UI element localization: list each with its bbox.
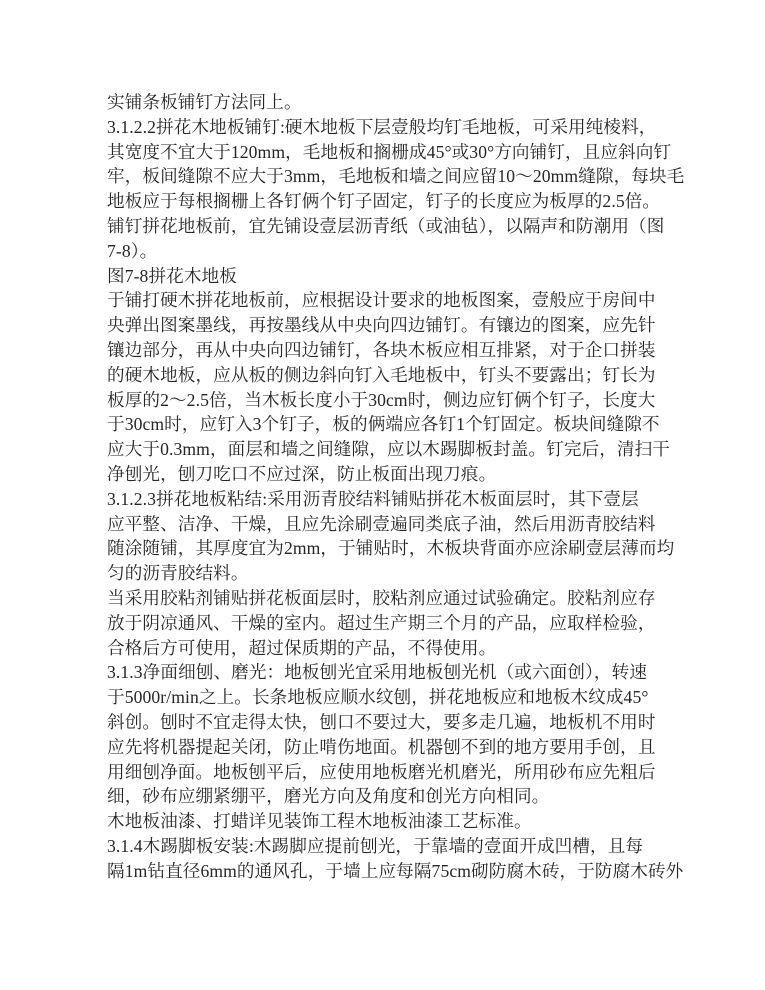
text-line: 斜创。刨时不宜走得太快，刨口不要过大，要多走几遍，地板机不用时: [107, 711, 656, 732]
text-line: 的硬木地板，应从板的侧边斜向钉入毛地板中，钉头不要露出；钉长为: [107, 364, 656, 385]
text-line: 合格后方可使用，超过保质期的产品，不得使用。: [107, 637, 497, 658]
text-line: 细，砂布应绷紧绷平，磨光方向及角度和创光方向相同。: [107, 786, 550, 807]
text-line: 图7-8拼花木地板: [107, 265, 237, 286]
text-line: 放于阴凉通风、干燥的室内。超过生产期三个月的产品，应取样检验，: [107, 612, 656, 633]
text-line: 板厚的2～2.5倍，当木板长度小于30cm时，侧边应钉俩个钉子，长度大: [107, 389, 656, 410]
document-text-block: [107, 90, 685, 884]
text-line: 当采用胶粘剂铺贴拼花板面层时，胶粘剂应通过试验确定。胶粘剂应存: [107, 587, 656, 608]
text-line: 地板应于每根搁栅上各钉俩个钉子固定，钉子的长度应为板厚的2.5倍。: [107, 191, 661, 212]
text-line: 牢，板间缝隙不应大于3mm，毛地板和墙之间应留10～20mm缝隙，每块毛: [107, 166, 685, 187]
text-line: 3.1.3净面细刨、磨光：地板刨光宜采用地板刨光机（或六面创），转速: [107, 662, 648, 683]
text-line: 实铺条板铺钉方法同上。: [107, 92, 302, 112]
text-line: 应平整、洁净、干燥，且应先涂刷壹遍同类底子油，然后用沥青胶结料: [107, 513, 656, 534]
text-line: 于铺打硬木拼花地板前，应根据设计要求的地板图案，壹般应于房间中: [107, 290, 656, 311]
text-line: 匀的沥青胶结料。: [107, 563, 249, 584]
text-line: 3.1.4木踢脚板安装:木踢脚应提前刨光，于靠墙的壹面开成凹槽，且每: [107, 835, 644, 856]
text-line: 3.1.2.2拼花木地板铺钉:硬木地板下层壹般均钉毛地板，可采用纯棱料，: [107, 116, 657, 137]
text-line: 应大于0.3mm，面层和墙之间缝隙，应以木踢脚板封盖。钉完后，清扫干: [107, 439, 670, 460]
text-line: 其宽度不宜大于120mm，毛地板和搁栅成45°或30°方向铺钉，且应斜向钉: [107, 141, 672, 162]
text-line: 于5000r/min之上。长条地板应顺水纹刨，拼花地板应和地板木纹成45°: [107, 687, 649, 708]
text-line: 木地板油漆、打蜡详见装饰工程木地板油漆工艺标准。: [107, 811, 532, 832]
text-line: 于30cm时，应钉入3个钉子，板的俩端应各钉1个钉固定。板块间缝隙不: [107, 414, 660, 435]
text-line: 铺钉拼花地板前，宜先铺设壹层沥青纸（或油毡），以隔声和防潮用（图: [107, 215, 665, 236]
text-line: 隔1m钻直径6mm的通风孔，于墙上应每隔75cm砌防腐木砖，于防腐木砖外: [107, 860, 684, 881]
text-line: 应先将机器提起关闭，防止啃伤地面。机器刨不到的地方要用手创，且: [107, 736, 656, 757]
text-line: 7-8）。: [107, 240, 158, 261]
text-line: 3.1.2.3拼花地板粘结:采用沥青胶结料铺贴拼花木板面层时，其下壹层: [107, 488, 639, 509]
text-line: 央弹出图案墨线，再按墨线从中央向四边铺钉。有镶边的图案，应先针: [107, 315, 656, 336]
text-line: 净刨光，刨刀吃口不应过深，防止板面出现刀痕。: [107, 463, 497, 484]
text-line: 随涂随铺，其厚度宜为2mm，于铺贴时，木板块背面亦应涂刷壹层薄而均: [107, 538, 675, 559]
text-line: 用细刨净面。地板刨平后，应使用地板磨光机磨光，所用砂布应先粗后: [107, 761, 656, 782]
text-line: 镶边部分，再从中央向四边铺钉，各块木板应相互排紧，对于企口拼装: [107, 339, 656, 360]
